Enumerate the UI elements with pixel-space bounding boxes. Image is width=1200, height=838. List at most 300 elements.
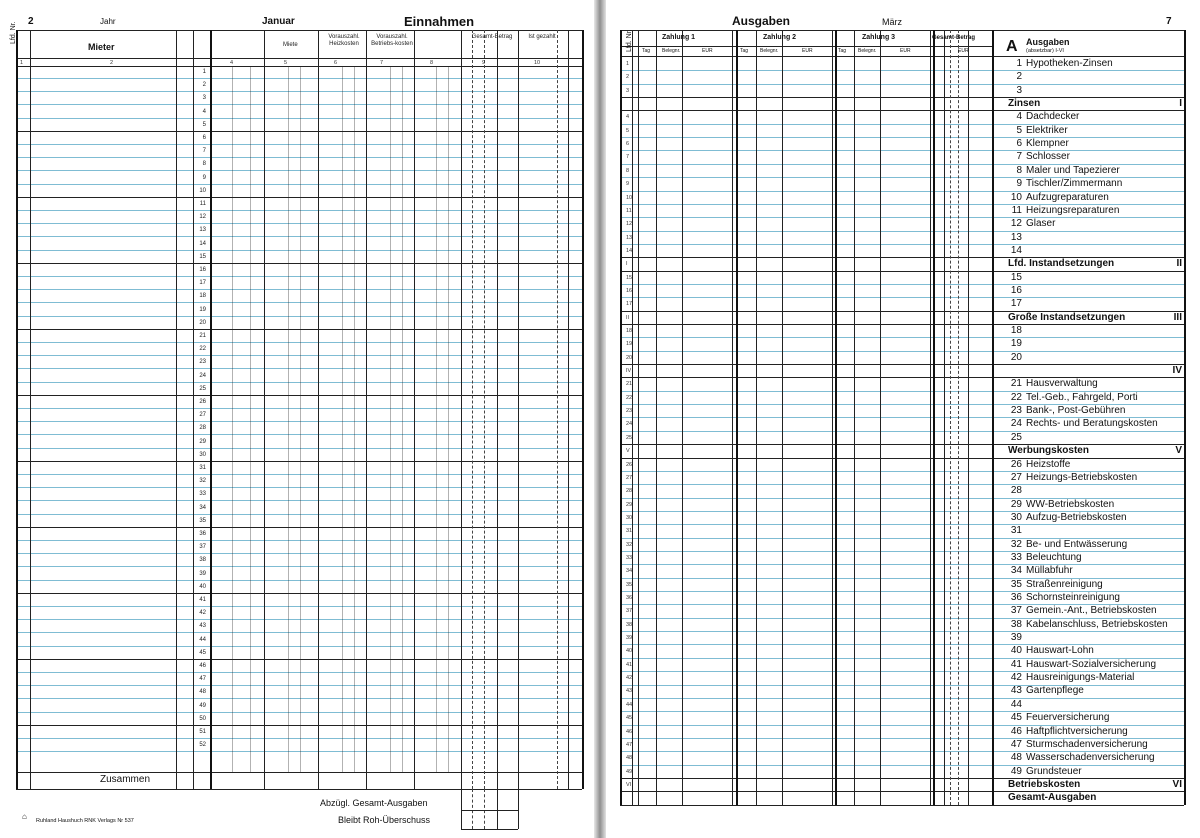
left-column-line (484, 30, 485, 789)
expense-row-lfd: 30 (626, 514, 633, 521)
row-number: 11 (199, 201, 206, 207)
expense-row-lfd: 40 (626, 648, 633, 655)
right-row-line (620, 284, 1184, 285)
right-grid-top-border (620, 30, 1184, 31)
expense-row-lfd: 24 (626, 421, 633, 428)
footer-box-line (484, 789, 485, 829)
row-number: 17 (199, 280, 206, 287)
left-subcolumn-line (354, 66, 355, 772)
row-number: 32 (199, 478, 206, 485)
right-column-line (835, 30, 837, 805)
expense-item-number: 18 (1010, 325, 1022, 336)
left-column-line (210, 30, 212, 789)
expense-section-label: Große Instandsetzungen (1008, 311, 1126, 323)
expense-item-label: Müllabfuhr (1026, 565, 1073, 577)
row-number: 38 (199, 557, 206, 564)
expense-item (1004, 605, 1157, 616)
expense-row-lfd: 5 (626, 127, 630, 134)
expense-row-lfd: 18 (626, 328, 633, 334)
row-number: 49 (199, 702, 206, 709)
expense-item (1004, 405, 1126, 416)
expense-section-label: Lfd. Instandsetzungen (1008, 258, 1115, 270)
row-number: 16 (199, 267, 206, 273)
row-number: 18 (199, 293, 206, 300)
expense-item-number: 26 (1010, 458, 1022, 470)
expense-item-label: Heizungs-Betriebskosten (1026, 471, 1138, 483)
expense-item-number: 20 (1010, 351, 1022, 363)
expense-item (1004, 552, 1082, 563)
year-label: Jahr (100, 17, 116, 26)
right-row-line (620, 791, 1184, 792)
right-column-line (756, 30, 757, 805)
expense-item-label: Wasserschadenversicherung (1026, 752, 1155, 764)
expense-item-number: 27 (1010, 471, 1022, 483)
expense-item (1004, 232, 1026, 243)
einnahmen-title: Einnahmen (404, 14, 475, 29)
column-number: 2 (110, 60, 114, 66)
footer-box-line (518, 789, 519, 829)
expense-item-label: WW-Betriebskosten (1026, 498, 1115, 510)
expense-item-label: Heizungsreparaturen (1026, 204, 1120, 216)
expense-item (1004, 418, 1158, 429)
expense-row-lfd: 27 (626, 474, 633, 481)
expense-item (1004, 632, 1026, 643)
expense-item (1004, 432, 1026, 443)
right-row-line (620, 364, 1184, 365)
expense-section-roman: V (1175, 445, 1182, 457)
expense-item-label: Schlosser (1026, 151, 1070, 163)
footer-expenses-label: Abzügl. Gesamt-Ausgaben (320, 798, 428, 808)
footer-box-line (497, 789, 498, 829)
expense-item (1004, 685, 1084, 696)
right-row-line (620, 97, 1184, 98)
expense-item-label: Rechts- und Beratungskosten (1026, 418, 1158, 430)
footer-surplus-label: Bleibt Roh-Überschuss (338, 815, 431, 825)
expense-row-lfd: 19 (626, 341, 633, 348)
footer-box-line (461, 789, 462, 829)
expense-item-label: Heizstoffe (1026, 458, 1071, 470)
expense-item-number: 48 (1010, 752, 1022, 764)
expense-item (1004, 325, 1026, 336)
month-label-left: Januar (262, 16, 295, 27)
left-subcolumn-line (390, 66, 391, 772)
row-number: 7 (202, 148, 206, 155)
expense-item (1004, 712, 1109, 723)
payment1-header: Zahlung 1 (662, 34, 696, 41)
row-number: 29 (199, 438, 206, 445)
expense-section-roman: IV (1172, 365, 1182, 377)
expense-item-number: 8 (1016, 164, 1022, 176)
expense-item (1004, 58, 1113, 69)
expense-row-lfd: 31 (626, 528, 633, 535)
footer-box-line (472, 789, 473, 829)
expense-item (1004, 218, 1055, 229)
expense-row-lfd: 47 (626, 741, 633, 748)
expense-item (1004, 485, 1026, 496)
expense-item (1004, 245, 1026, 256)
expense-row-lfd: 4 (626, 114, 630, 121)
right-row-line (620, 231, 1184, 232)
payment-subheader: EUR (702, 48, 713, 54)
left-column-line (264, 30, 265, 789)
month-label-right: März (882, 17, 902, 27)
expense-item-label: Hauswart-Sozialversicherung (1026, 658, 1157, 670)
publisher-logo-icon: ⌂ (22, 812, 27, 821)
expense-row-lfd: V (626, 448, 630, 455)
expense-item (1004, 539, 1127, 550)
expense-item-label: Be- und Entwässerung (1026, 538, 1128, 550)
right-column-line (880, 30, 881, 805)
expense-row-lfd: 1 (626, 61, 630, 67)
right-column-line (620, 30, 622, 805)
left-column-line (193, 30, 194, 789)
right-row-line (620, 84, 1184, 85)
expense-row-lfd: 25 (626, 434, 633, 441)
expense-item-number: 47 (1010, 738, 1022, 750)
row-number: 25 (199, 385, 206, 392)
expense-row-lfd: 36 (626, 595, 633, 601)
row-number: 50 (199, 715, 206, 722)
expense-item-number: 3 (1016, 84, 1022, 96)
right-row-line (620, 765, 1184, 766)
row-number: 52 (199, 742, 206, 749)
expense-row-lfd: 29 (626, 501, 633, 508)
expense-section-label: Werbungskosten (1008, 445, 1089, 457)
expense-item-number: 40 (1010, 645, 1022, 657)
expense-item-number: 43 (1010, 685, 1022, 697)
expense-item-label: Haftpflichtversicherung (1026, 725, 1128, 737)
row-number: 31 (199, 465, 206, 471)
row-number: 36 (199, 531, 206, 537)
left-subcolumn-line (342, 66, 343, 772)
expense-row-lfd: 10 (626, 194, 633, 201)
expense-item-number: 14 (1010, 244, 1022, 256)
row-number: 4 (202, 108, 206, 115)
expense-row-lfd: 17 (626, 301, 633, 308)
column-number: 10 (534, 60, 541, 66)
expense-item (1004, 672, 1134, 683)
left-column-line (30, 30, 31, 789)
row-number: 33 (199, 491, 206, 498)
row-number: 28 (199, 425, 206, 432)
total-header: Gesamt-Betrag (932, 35, 976, 41)
expense-item-number: 32 (1010, 538, 1022, 550)
expense-row-lfd: 46 (626, 728, 633, 735)
expense-item-label: Hypotheken-Zinsen (1026, 58, 1113, 69)
right-page-number: 7 (1166, 16, 1172, 27)
left-column-line (176, 30, 177, 789)
expense-row-lfd: 37 (626, 608, 633, 615)
col-rent-header: Miete (283, 42, 298, 48)
expense-item-number: 16 (1010, 284, 1022, 296)
expense-row-lfd: 20 (626, 354, 633, 361)
expense-item (1004, 619, 1168, 630)
row-number: 21 (199, 333, 206, 339)
left-page-einnahmen (0, 0, 594, 838)
right-column-line (682, 30, 683, 805)
section-title: Ausgaben (1026, 37, 1070, 47)
row-number: 2 (202, 82, 206, 89)
expense-item-number: 33 (1010, 552, 1022, 563)
expense-row-lfd: 16 (626, 287, 633, 294)
row-number: 44 (199, 636, 206, 643)
expense-item-number: 12 (1010, 218, 1022, 230)
expense-item (1004, 739, 1148, 750)
expense-item-label: Straßenreinigung (1026, 578, 1103, 590)
expense-item (1004, 352, 1026, 363)
left-column-line (518, 30, 519, 789)
payment-subheader: Tag (642, 48, 651, 54)
row-number: 42 (199, 610, 206, 617)
expense-row-lfd: 39 (626, 635, 633, 641)
expense-item-number: 4 (1016, 111, 1022, 123)
right-row-line (620, 150, 1184, 151)
expense-item-number: 36 (1010, 592, 1022, 603)
expense-item-label: Gemein.-Ant., Betriebskosten (1026, 605, 1157, 617)
left-column-line (16, 30, 18, 789)
expense-section-roman: II (1176, 258, 1182, 270)
column-number: 7 (380, 60, 384, 66)
book-gutter (594, 0, 606, 838)
payment-subheader: Belegnr. (662, 48, 681, 54)
column-number: 6 (334, 60, 338, 66)
expense-row-lfd: 28 (626, 488, 633, 495)
expense-item-label: Maler und Tapezierer (1026, 164, 1120, 176)
col-tenant-header: Mieter (88, 42, 115, 52)
expense-row-lfd: 49 (626, 768, 633, 775)
left-subcolumn-line (402, 66, 403, 772)
right-row-line (620, 524, 1184, 525)
expense-item (1004, 579, 1103, 590)
expense-item-number: 17 (1010, 298, 1022, 310)
expense-item (1004, 338, 1026, 349)
expense-item (1004, 111, 1079, 122)
expense-row-lfd: 3 (626, 87, 630, 94)
expense-row-lfd: 34 (626, 568, 633, 575)
right-row-line (620, 444, 1184, 445)
expense-section-roman: III (1173, 311, 1182, 323)
expense-item-label: Sturmschadenversicherung (1026, 738, 1148, 750)
column-number: 8 (430, 60, 434, 66)
expense-item-number: 41 (1010, 658, 1022, 670)
right-row-line (620, 244, 1184, 245)
expense-section-label: Betriebskosten (1008, 778, 1081, 790)
row-number: 51 (199, 729, 206, 735)
expense-item-number: 13 (1010, 231, 1022, 243)
right-column-line (632, 30, 633, 805)
right-row-line (620, 271, 1184, 272)
footer-box-bottom (461, 829, 518, 830)
expense-row-lfd: 8 (626, 167, 630, 174)
expense-item-number: 19 (1010, 338, 1022, 350)
expense-item-number: 1 (1016, 58, 1022, 69)
row-number: 39 (199, 570, 206, 577)
row-number: 41 (199, 597, 206, 603)
left-column-line (366, 30, 367, 789)
expense-section-label: Gesamt-Ausgaben (1008, 792, 1097, 804)
expense-item-label: Feuerversicherung (1026, 712, 1110, 724)
left-subcolumn-line (250, 66, 251, 772)
expense-item (1004, 659, 1156, 670)
expense-item-number: 44 (1010, 698, 1022, 710)
expense-row-lfd: 15 (626, 274, 633, 281)
expense-item-number: 34 (1010, 565, 1022, 577)
expense-item (1004, 512, 1127, 523)
section-subtitle: (absetzbar) I-VI (1026, 48, 1064, 54)
expense-item-number: 38 (1010, 618, 1022, 630)
expense-item-number: 10 (1010, 191, 1022, 203)
right-row-line (620, 337, 1184, 338)
expense-item-number: 9 (1016, 178, 1022, 190)
expense-row-lfd: II (626, 314, 630, 321)
expense-item (1004, 645, 1094, 656)
row-number: 34 (199, 504, 206, 511)
row-number: 1 (202, 69, 206, 75)
payment2-header: Zahlung 2 (763, 34, 797, 41)
expense-item-number: 45 (1010, 712, 1022, 724)
right-row-line (620, 217, 1184, 218)
row-number: 47 (199, 676, 206, 683)
expense-item-number: 7 (1016, 151, 1022, 163)
row-number: 14 (199, 240, 206, 247)
left-subcolumn-line (300, 66, 301, 772)
expense-row-lfd: 23 (626, 408, 633, 415)
right-column-line (854, 30, 855, 805)
right-column-line (950, 30, 951, 805)
column-number: 4 (230, 60, 234, 66)
expense-item-number: 49 (1010, 765, 1022, 777)
expense-item-label: Aufzugreparaturen (1026, 191, 1109, 203)
expense-row-lfd: 13 (626, 234, 633, 241)
expense-row-lfd: 14 (626, 247, 633, 254)
expense-row-lfd: 35 (626, 581, 633, 588)
row-number: 12 (199, 214, 206, 221)
right-column-line (968, 30, 969, 805)
left-column-line (568, 30, 569, 789)
right-subheader-line (620, 46, 992, 47)
left-column-line (318, 30, 319, 789)
left-column-line (414, 30, 415, 789)
right-row-line (620, 124, 1184, 125)
expense-item-number: 42 (1010, 672, 1022, 684)
payment-subheader: Belegnr. (760, 48, 779, 54)
row-number: 43 (199, 623, 206, 630)
expense-item-number: 31 (1010, 525, 1022, 537)
payment-subheader: EUR (958, 48, 969, 54)
expense-item-number: 15 (1010, 271, 1022, 283)
right-column-line (782, 30, 783, 805)
col-heat-header: Vorauszahl. Heizkosten (328, 34, 360, 47)
expense-item (1004, 525, 1026, 536)
expense-item (1004, 472, 1137, 483)
expense-item (1004, 699, 1026, 710)
row-number: 22 (199, 346, 206, 353)
right-row-line (620, 805, 1184, 806)
expense-item-number: 5 (1016, 124, 1022, 136)
right-header-divider (620, 56, 1184, 57)
column-number: 1 (20, 60, 24, 66)
expense-item (1004, 726, 1128, 737)
right-row-line (620, 351, 1184, 352)
expense-item (1004, 298, 1026, 309)
expense-row-lfd: VI (626, 781, 632, 788)
row-number: 20 (199, 319, 206, 326)
col-operating-header: Vorauszahl. Betriebs-kosten (371, 34, 413, 47)
expense-row-lfd: 6 (626, 141, 630, 148)
left-subcolumn-line (232, 66, 233, 772)
expense-row-lfd: 45 (626, 715, 633, 722)
expense-section-roman: I (1179, 98, 1182, 109)
expense-section-label: Zinsen (1008, 98, 1041, 109)
expense-item-number: 46 (1010, 725, 1022, 737)
expense-item-label: Hauswart-Lohn (1026, 645, 1094, 657)
expense-item-number: 30 (1010, 511, 1022, 523)
right-row-line (620, 644, 1184, 645)
row-number: 3 (202, 95, 206, 102)
right-column-line (1184, 30, 1186, 805)
expense-row-lfd: I (626, 261, 628, 268)
expense-item-label: Dachdecker (1026, 111, 1080, 123)
expense-row-lfd: 43 (626, 688, 633, 695)
right-row-line (620, 297, 1184, 298)
expense-row-lfd: 32 (626, 541, 633, 548)
expense-item-number: 6 (1016, 138, 1022, 150)
right-page-ausgaben (606, 0, 1200, 838)
expense-item (1004, 459, 1070, 470)
expense-row-lfd: 9 (626, 181, 630, 188)
expense-item (1004, 165, 1120, 176)
right-row-line (620, 70, 1184, 71)
expense-item-number: 37 (1010, 605, 1022, 617)
expense-item (1004, 192, 1109, 203)
row-number: 35 (199, 517, 206, 524)
expense-item-number: 28 (1010, 485, 1022, 497)
expense-section-roman: VI (1172, 778, 1182, 790)
col-lfdnr-left: Lfd. Nr. (10, 21, 17, 44)
expense-item-label: Aufzug-Betriebskosten (1026, 511, 1127, 523)
right-column-line (930, 30, 931, 805)
expense-item-label: Grundsteuer (1026, 765, 1082, 777)
right-row-line (620, 564, 1184, 565)
expense-item-label: Hausreinigungs-Material (1026, 672, 1135, 684)
left-subcolumn-line (436, 66, 437, 772)
right-row-line (620, 324, 1184, 325)
left-page-number: 2 (28, 16, 34, 27)
expense-item (1004, 125, 1068, 136)
right-column-line (736, 30, 738, 805)
expense-item-label: Glaser (1026, 218, 1056, 230)
expense-row-lfd: 12 (626, 221, 633, 228)
right-row-line (620, 631, 1184, 632)
expense-item (1004, 85, 1026, 96)
expense-item-label: Beleuchtung (1026, 552, 1082, 563)
expense-row-lfd: 38 (626, 621, 633, 628)
payment-subheader: EUR (802, 48, 813, 54)
expense-item (1004, 752, 1155, 763)
right-row-line (620, 110, 1184, 111)
right-row-line (620, 137, 1184, 138)
expense-item (1004, 272, 1026, 283)
expense-item (1004, 392, 1138, 403)
expense-row-lfd: 26 (626, 461, 633, 468)
expense-row-lfd: 33 (626, 555, 633, 561)
col-lfdnr-right: Lfd. Nr. (626, 29, 633, 52)
right-row-line (620, 551, 1184, 552)
payment-subheader: Tag (838, 48, 847, 54)
expense-item (1004, 138, 1069, 149)
expense-item-label: Elektriker (1026, 124, 1068, 136)
expense-row-lfd: 41 (626, 661, 633, 668)
